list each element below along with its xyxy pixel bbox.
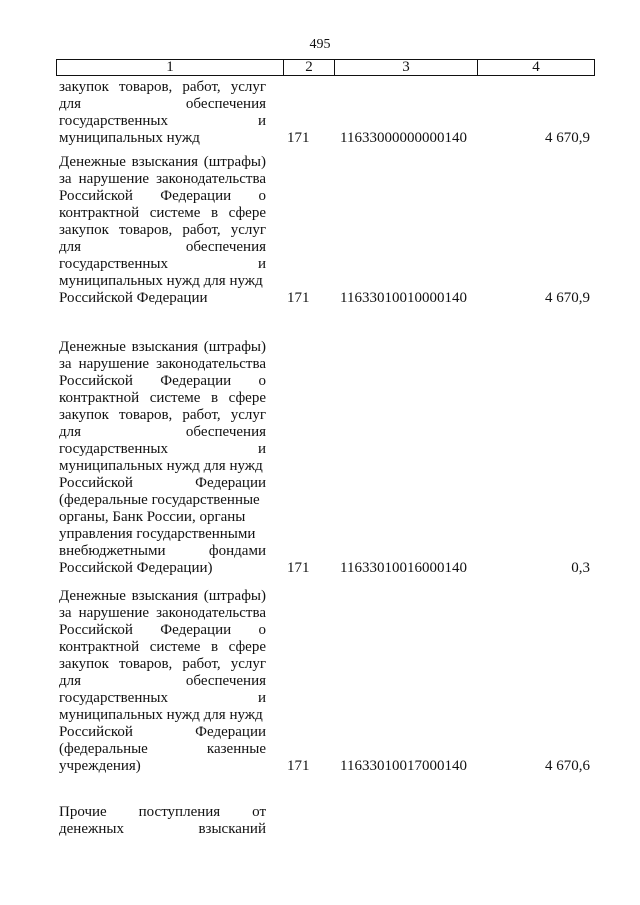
row-description	[59, 79, 266, 147]
description-line: закупок товаров, работ, услуг	[59, 656, 266, 672]
description-line: закупок товаров, работ, услуг	[59, 79, 266, 95]
description-line: учреждения)	[59, 758, 141, 774]
description-line: Денежные взыскания (штрафы)	[59, 154, 266, 170]
description-line: закупок товаров, работ, услуг	[59, 222, 266, 238]
description-line: Российской Федерации о	[59, 188, 266, 204]
column-header-1: 1	[57, 60, 284, 76]
description-line: для обеспечения	[59, 424, 266, 440]
description-line: муниципальных нужд для нужд	[59, 458, 263, 474]
column-header-3: 3	[335, 60, 478, 76]
description-line: государственных и	[59, 690, 266, 706]
description-line: управления государственными	[59, 526, 256, 542]
row-kbk: 11633010017000140	[340, 758, 467, 774]
column-header-row	[56, 59, 595, 76]
description-line: денежных взысканий	[59, 821, 266, 837]
description-line: государственных и	[59, 256, 266, 272]
row-kbk: 11633010010000140	[340, 290, 467, 306]
row-description	[59, 804, 266, 838]
description-line: Денежные взыскания (штрафы)	[59, 588, 266, 604]
description-line: для обеспечения	[59, 239, 266, 255]
row-description	[59, 154, 266, 307]
description-line: Российской Федерации о	[59, 373, 266, 389]
description-line: муниципальных нужд для нужд	[59, 707, 263, 723]
description-line: закупок товаров, работ, услуг	[59, 407, 266, 423]
row-value: 4 670,9	[545, 290, 590, 306]
row-description	[59, 588, 266, 775]
description-line: органы, Банк России, органы	[59, 509, 246, 525]
description-line: контрактной системе в сфере	[59, 205, 266, 221]
column-header-2: 2	[284, 60, 335, 76]
row-value: 4 670,9	[545, 130, 590, 146]
row-value: 4 670,6	[545, 758, 590, 774]
description-line: Российской Федерации	[59, 724, 266, 740]
description-line: Российской Федерации)	[59, 560, 213, 576]
description-line: муниципальных нужд	[59, 130, 200, 146]
row-kbk: 11633010016000140	[340, 560, 467, 576]
description-line: государственных и	[59, 441, 266, 457]
row-code: 171	[287, 130, 310, 146]
description-line: за нарушение законодательства	[59, 356, 266, 372]
description-line: Денежные взыскания (штрафы)	[59, 339, 266, 355]
description-line: для обеспечения	[59, 673, 266, 689]
description-line: Российской Федерации о	[59, 622, 266, 638]
row-description	[59, 339, 266, 577]
description-line: контрактной системе в сфере	[59, 639, 266, 655]
description-line: внебюджетными фондами	[59, 543, 266, 559]
description-line: муниципальных нужд для нужд	[59, 273, 263, 289]
row-value: 0,3	[571, 560, 590, 576]
description-line: за нарушение законодательства	[59, 605, 266, 621]
description-line: (федеральные казенные	[59, 741, 266, 757]
column-header-4: 4	[478, 60, 595, 76]
description-line: за нарушение законодательства	[59, 171, 266, 187]
row-code: 171	[287, 758, 310, 774]
description-line: (федеральные государственные	[59, 492, 260, 508]
description-line: Российской Федерации	[59, 475, 266, 491]
row-code: 171	[287, 290, 310, 306]
page-number: 495	[309, 37, 331, 52]
row-code: 171	[287, 560, 310, 576]
row-kbk: 11633000000000140	[340, 130, 467, 146]
description-line: контрактной системе в сфере	[59, 390, 266, 406]
description-line: Прочие поступления от	[59, 804, 266, 820]
description-line: для обеспечения	[59, 96, 266, 112]
description-line: государственных и	[59, 113, 266, 129]
description-line: Российской Федерации	[59, 290, 208, 306]
